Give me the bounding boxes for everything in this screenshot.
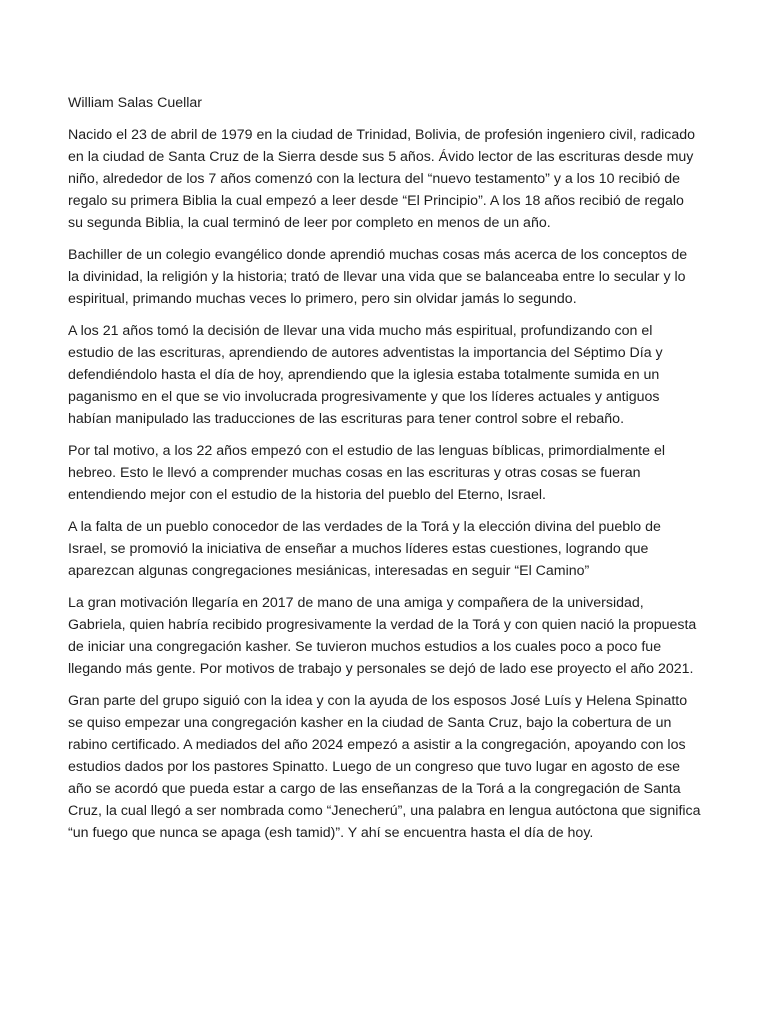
paragraph-birth-and-early-reading: Nacido el 23 de abril de 1979 en la ciudad de Trinidad, Bolivia, de profesión ingeniero civil, radicado en la ciudad de Santa Cruz de la Sierra desde sus 5 años. Ávido lector de las escrituras desde muy niño, alrededor de los 7 años comenzó con la lectura del “nuevo testamento” y a los 10 recibió de regalo su primera Biblia la cual empezó a leer desde “El Principio”. A los 18 años recibió de regalo su segunda Biblia, la cual terminó de leer por completo en menos de un año. <box>68 127 696 231</box>
paragraph-spiritual-decision: A los 21 años tomó la decisión de llevar una vida mucho más espiritual, profundizando con el estudio de las escrituras, aprendiendo de autores adventistas la importancia del Séptimo Día y defendiéndolo hasta el día de hoy, aprendiendo que la iglesia estaba totalmente sumida en un paganismo en el que se vio involucrada progresivamente y que los líderes actuales y antiguos habían manipulado las traducciones de las escrituras para tener control sobre el rebaño. <box>68 323 663 427</box>
document-page <box>68 92 702 854</box>
author-name: William Salas Cuellar <box>68 95 203 111</box>
paragraph-biblical-languages: Por tal motivo, a los 22 años empezó con el estudio de las lenguas bíblicas, primordialmente el hebreo. Esto le llevó a comprender muchas cosas en las escrituras y otras cosas se fueran entendiendo mejor con el estudio de la historia del pueblo del Eterno, Israel. <box>68 443 665 503</box>
paragraph-kasher-congregation-proposal: La gran motivación llegaría en 2017 de mano de una amiga y compañera de la universidad, Gabriela, quien habría recibido progresivamente la verdad de la Torá y con quien nació la propuesta de iniciar una congregación kasher. Se tuvieron muchos estudios a los cuales poco a poco fue llegando más gente. Por motivos de trabajo y personales se dejó de lado ese proyecto el año 2021. <box>68 595 697 677</box>
paragraph-teaching-initiative: A la falta de un pueblo conocedor de las verdades de la Torá y la elección divina del pueblo de Israel, se promovió la iniciativa de enseñar a muchos líderes estas cuestiones, logrando que aparezcan algunas congregaciones mesiánicas, interesadas en seguir “El Camino” <box>68 519 661 579</box>
paragraph-jenecheru-congregation: Gran parte del grupo siguió con la idea y con la ayuda de los esposos José Luís y Helena Spinatto se quiso empezar una congregación kasher en la ciudad de Santa Cruz, bajo la cobertura de un rabino certificado. A mediados del año 2024 empezó a asistir a la congregación, apoyando con los estudios dados por los pastores Spinatto. Luego de un congreso que tuvo lugar en agosto de ese año se acordó que pueda estar a cargo de las enseñanzas de la Torá a la congregación de Santa Cruz, la cual llegó a ser nombrada como “Jenecherú”, una palabra en lengua autóctona que significa “un fuego que nunca se apaga (esh tamid)”. Y ahí se encuentra hasta el día de hoy. <box>68 693 701 841</box>
paragraph-education: Bachiller de un colegio evangélico donde aprendió muchas cosas más acerca de los conceptos de la divinidad, la religión y la historia; trató de llevar una vida que se balanceaba entre lo secular y lo espiritual, primando muchas veces lo primero, pero sin olvidar jamás lo segundo. <box>68 247 688 307</box>
